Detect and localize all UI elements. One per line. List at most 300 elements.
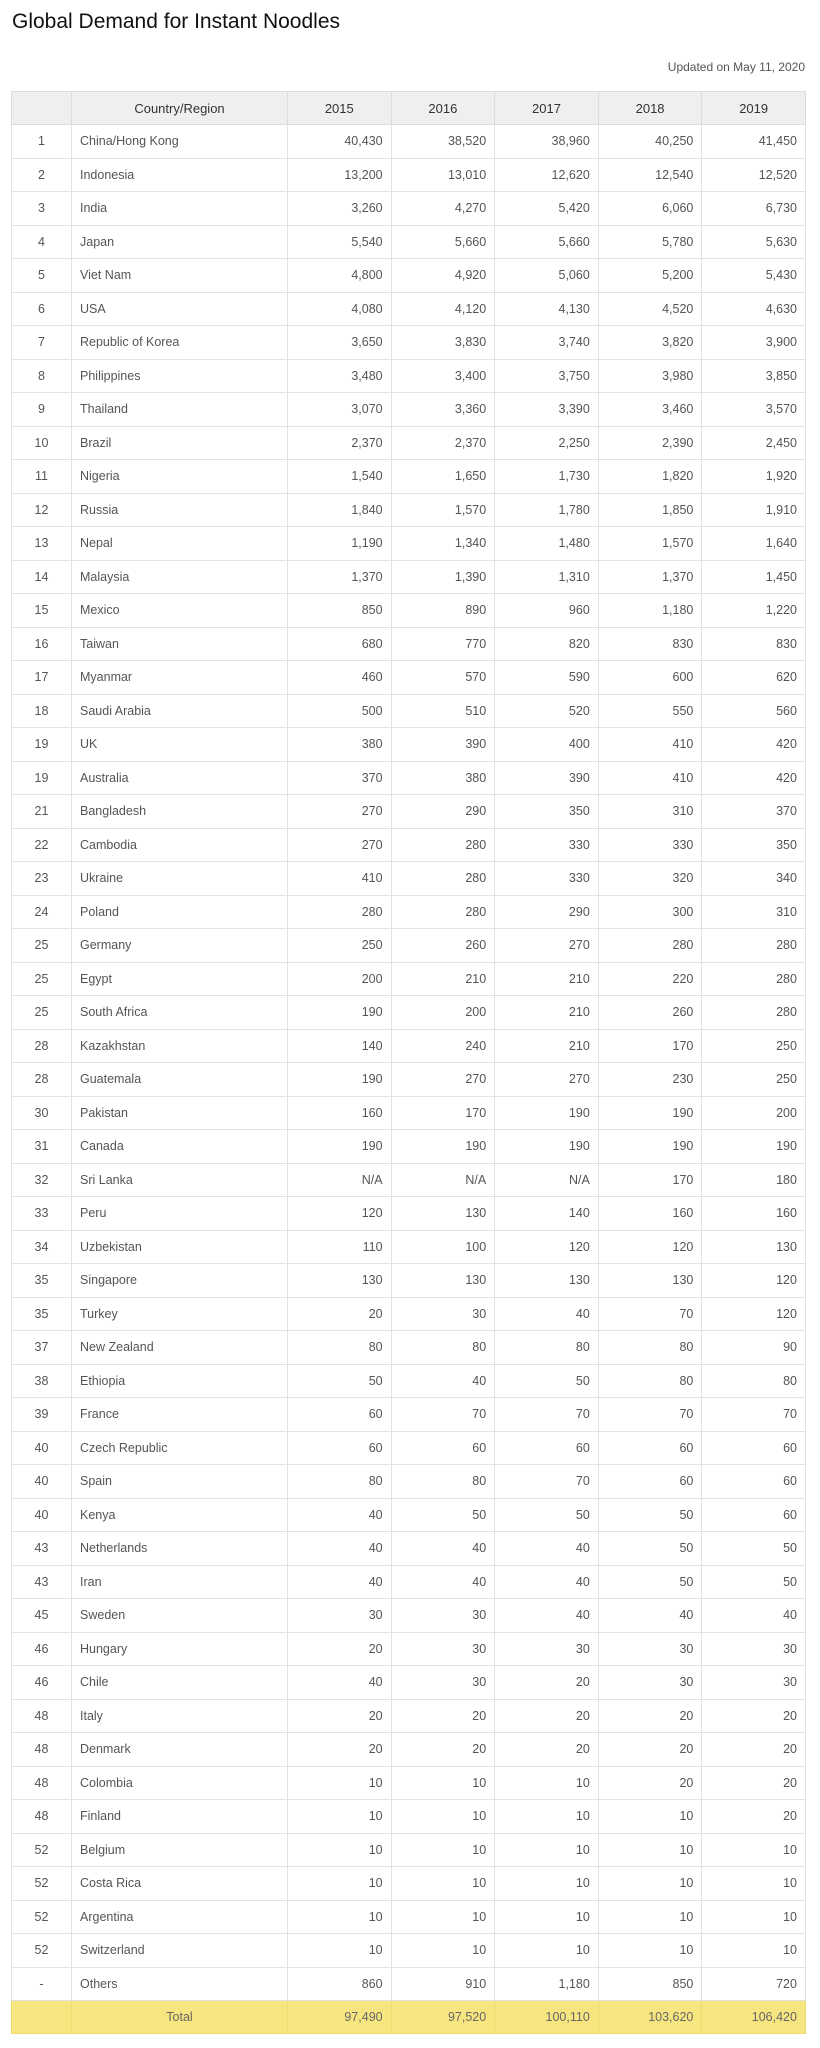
value-2019-cell: 180 [702,1163,806,1197]
value-2018-cell: 70 [598,1297,702,1331]
rank-cell: 38 [12,1364,72,1398]
country-cell: Ethiopia [72,1364,288,1398]
value-2016-cell: 30 [391,1297,495,1331]
value-2017-cell: 10 [495,1867,599,1901]
value-2017-cell: 210 [495,962,599,996]
country-cell: Bangladesh [72,795,288,829]
rank-cell: 35 [12,1297,72,1331]
value-2018-cell: 5,780 [598,225,702,259]
country-cell: Kazakhstan [72,1029,288,1063]
value-2015-cell: 380 [288,728,392,762]
value-2017-cell: 1,730 [495,460,599,494]
value-2015-cell: 4,800 [288,259,392,293]
value-2018-cell: 600 [598,661,702,695]
value-2015-cell: 120 [288,1197,392,1231]
country-cell: Kenya [72,1498,288,1532]
value-2019-cell: 90 [702,1331,806,1365]
country-cell: Pakistan [72,1096,288,1130]
value-2018-cell: 10 [598,1934,702,1968]
value-2018-cell: 410 [598,761,702,795]
rank-cell: 11 [12,460,72,494]
country-cell: Switzerland [72,1934,288,1968]
rank-cell: 10 [12,426,72,460]
value-2018-cell: 230 [598,1063,702,1097]
rank-cell: 23 [12,862,72,896]
value-2017-cell: 270 [495,929,599,963]
value-2018-cell: 120 [598,1230,702,1264]
country-cell: Sri Lanka [72,1163,288,1197]
total-row [12,2001,806,2034]
country-cell: Viet Nam [72,259,288,293]
table-row [12,192,806,226]
value-2016-cell: 130 [391,1264,495,1298]
value-2017-cell: 3,740 [495,326,599,360]
rank-cell: 45 [12,1599,72,1633]
value-2015-cell: 190 [288,996,392,1030]
table-row [12,1599,806,1633]
value-2015-cell: 1,190 [288,527,392,561]
value-2016-cell: N/A [391,1163,495,1197]
value-2018-cell: 190 [598,1096,702,1130]
rank-cell: 40 [12,1465,72,1499]
value-2017-cell: 80 [495,1331,599,1365]
value-2015-cell: 10 [288,1766,392,1800]
country-cell: Hungary [72,1632,288,1666]
table-row [12,1766,806,1800]
value-2018-cell: 80 [598,1331,702,1365]
value-2019-cell: 20 [702,1733,806,1767]
value-2016-cell: 260 [391,929,495,963]
value-2016-cell: 30 [391,1632,495,1666]
country-cell: Czech Republic [72,1431,288,1465]
value-2016-cell: 200 [391,996,495,1030]
total-rank-cell [12,2001,72,2034]
table-row [12,1498,806,1532]
value-2018-cell: 10 [598,1900,702,1934]
value-2019-cell: 3,850 [702,359,806,393]
value-2015-cell: 5,540 [288,225,392,259]
table-row [12,1431,806,1465]
value-2018-cell: 1,370 [598,560,702,594]
value-2016-cell: 4,120 [391,292,495,326]
table-row [12,292,806,326]
value-2016-cell: 20 [391,1733,495,1767]
value-2015-cell: 860 [288,1967,392,2001]
value-2017-cell: 5,420 [495,192,599,226]
value-2016-cell: 290 [391,795,495,829]
table-row [12,1800,806,1834]
value-2015-cell: 60 [288,1431,392,1465]
value-2017-cell: 5,660 [495,225,599,259]
value-2017-cell: 38,960 [495,125,599,159]
value-2017-cell: 330 [495,862,599,896]
table-row [12,158,806,192]
value-2018-cell: 1,850 [598,493,702,527]
value-2019-cell: 40 [702,1599,806,1633]
total-2015-cell: 97,490 [288,2001,392,2034]
value-2015-cell: 140 [288,1029,392,1063]
country-cell: Canada [72,1130,288,1164]
value-2019-cell: 30 [702,1666,806,1700]
value-2016-cell: 10 [391,1833,495,1867]
value-2016-cell: 770 [391,627,495,661]
rank-cell: 32 [12,1163,72,1197]
rank-cell: 3 [12,192,72,226]
value-2016-cell: 1,650 [391,460,495,494]
rank-cell: 48 [12,1733,72,1767]
value-2015-cell: 190 [288,1130,392,1164]
value-2019-cell: 830 [702,627,806,661]
country-cell: Nepal [72,527,288,561]
value-2019-cell: 60 [702,1498,806,1532]
value-2016-cell: 280 [391,828,495,862]
rank-cell: 30 [12,1096,72,1130]
rank-cell: 28 [12,1029,72,1063]
country-cell: Spain [72,1465,288,1499]
value-2018-cell: 830 [598,627,702,661]
value-2015-cell: 30 [288,1599,392,1633]
rank-cell: 5 [12,259,72,293]
value-2019-cell: 80 [702,1364,806,1398]
value-2017-cell: N/A [495,1163,599,1197]
value-2017-cell: 400 [495,728,599,762]
value-2018-cell: 20 [598,1699,702,1733]
value-2019-cell: 3,900 [702,326,806,360]
value-2019-cell: 250 [702,1029,806,1063]
table-row [12,661,806,695]
rank-cell: 14 [12,560,72,594]
rank-cell: 8 [12,359,72,393]
value-2019-cell: 50 [702,1532,806,1566]
value-2015-cell: 130 [288,1264,392,1298]
page-title: Global Demand for Instant Noodles [12,10,341,33]
value-2018-cell: 12,540 [598,158,702,192]
value-2015-cell: 3,070 [288,393,392,427]
value-2016-cell: 210 [391,962,495,996]
value-2015-cell: 4,080 [288,292,392,326]
value-2016-cell: 30 [391,1666,495,1700]
value-2017-cell: 3,750 [495,359,599,393]
table-row [12,1532,806,1566]
rank-cell: 43 [12,1565,72,1599]
value-2016-cell: 30 [391,1599,495,1633]
country-cell: Nigeria [72,460,288,494]
table-row [12,1364,806,1398]
rank-cell: 4 [12,225,72,259]
value-2015-cell: 460 [288,661,392,695]
value-2015-cell: 13,200 [288,158,392,192]
value-2016-cell: 280 [391,895,495,929]
table-row [12,460,806,494]
value-2018-cell: 160 [598,1197,702,1231]
country-cell: Poland [72,895,288,929]
value-2017-cell: 2,250 [495,426,599,460]
value-2016-cell: 380 [391,761,495,795]
value-2017-cell: 1,180 [495,1967,599,2001]
value-2018-cell: 410 [598,728,702,762]
value-2015-cell: 200 [288,962,392,996]
value-2015-cell: 250 [288,929,392,963]
value-2019-cell: 60 [702,1465,806,1499]
value-2017-cell: 20 [495,1699,599,1733]
rank-cell: 12 [12,493,72,527]
value-2018-cell: 170 [598,1029,702,1063]
table-row [12,1096,806,1130]
value-2015-cell: 20 [288,1632,392,1666]
value-2018-cell: 80 [598,1364,702,1398]
value-2016-cell: 10 [391,1934,495,1968]
value-2016-cell: 170 [391,1096,495,1130]
country-cell: Singapore [72,1264,288,1298]
table-row [12,728,806,762]
value-2017-cell: 10 [495,1800,599,1834]
country-cell: Colombia [72,1766,288,1800]
value-2018-cell: 190 [598,1130,702,1164]
rank-cell: 48 [12,1699,72,1733]
table-row [12,1967,806,2001]
value-2015-cell: 2,370 [288,426,392,460]
country-cell: Chile [72,1666,288,1700]
value-2019-cell: 370 [702,795,806,829]
value-2018-cell: 70 [598,1398,702,1432]
country-cell: Japan [72,225,288,259]
value-2016-cell: 100 [391,1230,495,1264]
value-2015-cell: 850 [288,594,392,628]
value-2015-cell: 20 [288,1733,392,1767]
value-2016-cell: 50 [391,1498,495,1532]
value-2018-cell: 50 [598,1532,702,1566]
value-2017-cell: 190 [495,1130,599,1164]
value-2016-cell: 13,010 [391,158,495,192]
value-2017-cell: 1,480 [495,527,599,561]
rank-cell: 46 [12,1632,72,1666]
rank-cell: 25 [12,996,72,1030]
value-2018-cell: 3,980 [598,359,702,393]
rank-cell: 25 [12,962,72,996]
rank-cell: 19 [12,728,72,762]
value-2015-cell: 20 [288,1699,392,1733]
value-2017-cell: 30 [495,1632,599,1666]
table-row [12,560,806,594]
value-2018-cell: 1,180 [598,594,702,628]
value-2017-cell: 960 [495,594,599,628]
rank-cell: 52 [12,1833,72,1867]
header-2019: 2019 [702,92,806,125]
rank-cell: 24 [12,895,72,929]
value-2017-cell: 130 [495,1264,599,1298]
header-rank [12,92,72,125]
value-2017-cell: 12,620 [495,158,599,192]
country-cell: India [72,192,288,226]
value-2018-cell: 320 [598,862,702,896]
value-2018-cell: 550 [598,694,702,728]
value-2019-cell: 5,430 [702,259,806,293]
value-2018-cell: 1,570 [598,527,702,561]
rank-cell: 52 [12,1900,72,1934]
value-2018-cell: 40 [598,1599,702,1633]
country-cell: Indonesia [72,158,288,192]
value-2016-cell: 890 [391,594,495,628]
value-2015-cell: 110 [288,1230,392,1264]
value-2017-cell: 10 [495,1833,599,1867]
country-cell: Egypt [72,962,288,996]
header-2015: 2015 [288,92,392,125]
table-row [12,962,806,996]
value-2019-cell: 350 [702,828,806,862]
table-row [12,996,806,1030]
value-2019-cell: 620 [702,661,806,695]
country-cell: Iran [72,1565,288,1599]
table-row [12,1297,806,1331]
rank-cell: 17 [12,661,72,695]
value-2017-cell: 120 [495,1230,599,1264]
value-2019-cell: 280 [702,962,806,996]
value-2016-cell: 10 [391,1766,495,1800]
value-2017-cell: 40 [495,1297,599,1331]
value-2016-cell: 10 [391,1900,495,1934]
rank-cell: 35 [12,1264,72,1298]
value-2017-cell: 5,060 [495,259,599,293]
value-2018-cell: 6,060 [598,192,702,226]
value-2019-cell: 5,630 [702,225,806,259]
value-2015-cell: 10 [288,1934,392,1968]
country-cell: Costa Rica [72,1867,288,1901]
country-cell: Republic of Korea [72,326,288,360]
rank-cell: 22 [12,828,72,862]
value-2018-cell: 5,200 [598,259,702,293]
value-2016-cell: 570 [391,661,495,695]
value-2016-cell: 3,360 [391,393,495,427]
value-2016-cell: 70 [391,1398,495,1432]
value-2015-cell: 40 [288,1666,392,1700]
rank-cell: 40 [12,1431,72,1465]
value-2019-cell: 20 [702,1699,806,1733]
value-2017-cell: 820 [495,627,599,661]
rank-cell: 19 [12,761,72,795]
value-2015-cell: 20 [288,1297,392,1331]
table-body [12,125,806,2034]
country-cell: Thailand [72,393,288,427]
table-row [12,493,806,527]
value-2016-cell: 910 [391,1967,495,2001]
rank-cell: 33 [12,1197,72,1231]
value-2019-cell: 200 [702,1096,806,1130]
value-2017-cell: 520 [495,694,599,728]
value-2016-cell: 10 [391,1867,495,1901]
table-row [12,895,806,929]
value-2019-cell: 280 [702,996,806,1030]
total-2017-cell: 100,110 [495,2001,599,2034]
value-2018-cell: 330 [598,828,702,862]
value-2018-cell: 60 [598,1431,702,1465]
value-2019-cell: 340 [702,862,806,896]
table-row [12,694,806,728]
value-2018-cell: 130 [598,1264,702,1298]
total-2019-cell: 106,420 [702,2001,806,2034]
table-row [12,1565,806,1599]
value-2018-cell: 3,820 [598,326,702,360]
country-cell: Cambodia [72,828,288,862]
value-2018-cell: 4,520 [598,292,702,326]
value-2015-cell: 10 [288,1867,392,1901]
value-2016-cell: 390 [391,728,495,762]
value-2019-cell: 50 [702,1565,806,1599]
header-2017: 2017 [495,92,599,125]
value-2019-cell: 2,450 [702,426,806,460]
value-2019-cell: 130 [702,1230,806,1264]
rank-cell: 25 [12,929,72,963]
value-2015-cell: 40,430 [288,125,392,159]
value-2019-cell: 120 [702,1297,806,1331]
table-row [12,1900,806,1934]
header-2018: 2018 [598,92,702,125]
table-row [12,259,806,293]
value-2016-cell: 4,270 [391,192,495,226]
table-row [12,1666,806,1700]
rank-cell: 34 [12,1230,72,1264]
value-2016-cell: 80 [391,1331,495,1365]
value-2015-cell: 60 [288,1398,392,1432]
value-2019-cell: 120 [702,1264,806,1298]
value-2016-cell: 240 [391,1029,495,1063]
country-cell: Italy [72,1699,288,1733]
rank-cell: 28 [12,1063,72,1097]
value-2019-cell: 190 [702,1130,806,1164]
rank-cell: 48 [12,1800,72,1834]
value-2015-cell: 190 [288,1063,392,1097]
rank-cell: 16 [12,627,72,661]
table-row [12,1833,806,1867]
value-2015-cell: 280 [288,895,392,929]
rank-cell: 46 [12,1666,72,1700]
value-2017-cell: 70 [495,1398,599,1432]
value-2015-cell: 80 [288,1331,392,1365]
value-2016-cell: 1,340 [391,527,495,561]
table-row [12,828,806,862]
table-row [12,1130,806,1164]
value-2016-cell: 280 [391,862,495,896]
value-2017-cell: 70 [495,1465,599,1499]
table-row [12,125,806,159]
value-2017-cell: 390 [495,761,599,795]
rank-cell: 52 [12,1867,72,1901]
table-row [12,1699,806,1733]
rank-cell: 37 [12,1331,72,1365]
value-2016-cell: 270 [391,1063,495,1097]
table-row [12,1733,806,1767]
value-2019-cell: 30 [702,1632,806,1666]
value-2015-cell: 270 [288,828,392,862]
table-row [12,1197,806,1231]
value-2017-cell: 20 [495,1666,599,1700]
table-row [12,1867,806,1901]
value-2019-cell: 6,730 [702,192,806,226]
value-2019-cell: 10 [702,1934,806,1968]
rank-cell: 52 [12,1934,72,1968]
value-2019-cell: 1,920 [702,460,806,494]
value-2018-cell: 300 [598,895,702,929]
value-2015-cell: 410 [288,862,392,896]
country-cell: Australia [72,761,288,795]
value-2019-cell: 560 [702,694,806,728]
value-2017-cell: 190 [495,1096,599,1130]
country-cell: Turkey [72,1297,288,1331]
value-2018-cell: 3,460 [598,393,702,427]
value-2016-cell: 510 [391,694,495,728]
country-cell: Denmark [72,1733,288,1767]
value-2019-cell: 280 [702,929,806,963]
country-cell: Sweden [72,1599,288,1633]
